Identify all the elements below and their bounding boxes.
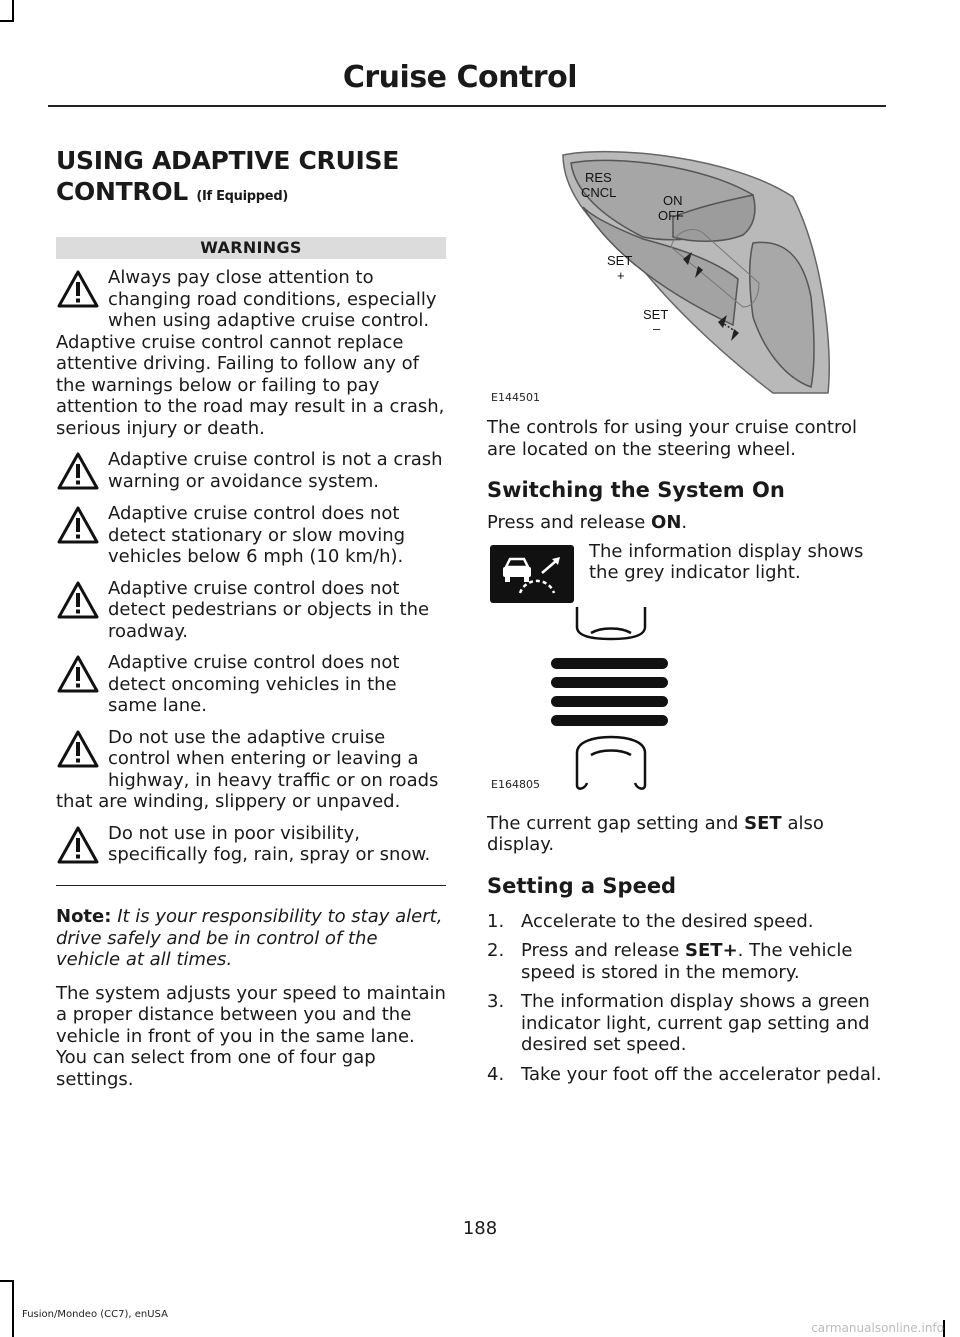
warning-triangle-icon <box>56 654 100 694</box>
left-column <box>56 145 446 1090</box>
warning-item <box>56 578 446 643</box>
section-title <box>56 145 446 212</box>
page-number: 188 <box>462 1218 498 1239</box>
if-equipped-label: (If Equipped) <box>196 189 288 204</box>
warning-triangle-icon <box>56 451 100 491</box>
set-plus-label: SET <box>607 253 633 268</box>
warning-item <box>56 503 446 568</box>
document-id: Fusion/Mondeo (CC7), enUSA <box>22 1309 168 1320</box>
step-text: Accelerate to the desired speed. <box>521 910 814 932</box>
indicator-info-text: The information display shows the grey indicator light. <box>589 540 864 583</box>
crop-mark <box>0 20 14 22</box>
note <box>56 906 446 971</box>
crop-mark <box>12 0 14 22</box>
step-text-suffix: . The vehicle speed is stored in the memory. <box>521 940 853 983</box>
crop-mark <box>0 1280 14 1282</box>
warning-item <box>56 823 446 867</box>
set-plus-key: SET+ <box>685 940 738 961</box>
gap-setting-text <box>487 813 882 856</box>
minus-label: – <box>653 321 661 336</box>
step-item <box>487 911 882 933</box>
press-on-instruction <box>487 512 882 534</box>
warning-text: Do not use the adaptive cruise control when entering or leaving a highway, in heavy traffic or on roads that are winding, slippery or unpaved. <box>56 726 439 812</box>
set-key: SET <box>744 812 782 834</box>
on-label: ON <box>663 193 683 208</box>
warning-triangle-icon <box>56 505 100 545</box>
warning-text: Adaptive cruise control does not detect pedestrians or objects in the roadway. <box>108 577 430 642</box>
step-item <box>487 940 882 983</box>
step-text-prefix: Press and release <box>521 940 686 961</box>
gap-prefix: The current gap setting and <box>487 812 745 834</box>
warning-triangle-icon <box>56 729 100 769</box>
step-number: 2. <box>487 940 505 961</box>
body-paragraph: The system adjusts your speed to maintain a proper distance between you and the vehicle in front of you in the same lane. You can select from one of four gap settings. <box>56 982 446 1090</box>
step-number: 1. <box>487 910 505 932</box>
warning-text: Do not use in poor visibility, specifically fog, rain, spray or snow. <box>108 822 431 865</box>
section-title-text: USING ADAPTIVE CRUISE CONTROL <box>56 146 399 206</box>
warning-triangle-icon <box>56 825 100 865</box>
indicator-row <box>487 540 882 605</box>
right-column <box>487 145 882 1093</box>
crop-mark <box>12 1280 14 1337</box>
setting-speed-heading: Setting a Speed <box>487 873 677 898</box>
warning-text: Adaptive cruise control is not a crash warning or avoidance system. <box>108 449 443 492</box>
set-minus-label: SET <box>643 307 669 322</box>
warning-triangle-icon <box>56 269 100 309</box>
warning-item <box>56 727 446 813</box>
res-label: RES <box>585 170 612 185</box>
warning-text: Adaptive cruise control does not detect oncoming vehicles in the same lane. <box>108 652 400 716</box>
step-item <box>487 1064 882 1086</box>
warning-triangle-icon <box>56 580 100 620</box>
adaptive-cruise-indicator-icon <box>490 545 574 603</box>
page-header-title: Cruise Control <box>342 60 577 95</box>
warning-text: Always pay close attention to changing road conditions, especially when using adaptive cruise control. Adaptive cruise control cannot replace attentive driving. Failing to follow any of the warnings below or failing to pay attention to the road may result in a crash, serious injury or death. <box>56 267 445 439</box>
note-text: It is your responsibility to stay alert, drive safely and be in control of the vehicle at all times. <box>56 906 443 970</box>
gap-setting-figure <box>487 605 882 800</box>
step-number: 4. <box>487 1063 505 1085</box>
plus-label: + <box>617 268 625 283</box>
warning-text: Adaptive cruise control does not detect stationary or slow moving vehicles below 6 mph (10 km/h). <box>108 503 406 567</box>
press-prefix: Press and release <box>487 512 652 533</box>
warning-item <box>56 449 446 493</box>
warnings-heading: WARNINGS <box>56 237 446 259</box>
step-text: The information display shows a green indicator light, current gap setting and desired set speed. <box>521 991 870 1055</box>
figure-id: E144501 <box>491 391 540 404</box>
warning-item <box>56 652 446 717</box>
controls-location-text: The controls for using your cruise control are located on the steering wheel. <box>487 417 857 460</box>
press-suffix: . <box>681 512 688 533</box>
cncl-label: CNCL <box>581 185 617 200</box>
warning-list <box>56 267 446 867</box>
note-label: Note: <box>56 906 112 927</box>
header-rule <box>48 105 886 107</box>
figure-id: E164805 <box>491 777 540 791</box>
step-item <box>487 991 882 1056</box>
setting-speed-steps <box>487 911 882 1086</box>
off-label: OFF <box>658 208 684 223</box>
warning-item <box>56 267 446 439</box>
step-text: Take your foot off the accelerator pedal. <box>521 1063 882 1085</box>
step-number: 3. <box>487 991 505 1012</box>
watermark: carmanualsonline.info <box>811 1321 944 1335</box>
gap-suffix: also display. <box>487 812 824 855</box>
section-divider <box>56 885 446 887</box>
steering-wheel-controls-figure <box>487 145 882 413</box>
switching-heading: Switching the System On <box>487 478 785 502</box>
steering-wheel-control-pad-illustration <box>553 147 843 397</box>
on-key: ON <box>651 512 682 533</box>
gap-setting-bars-illustration <box>547 605 677 800</box>
